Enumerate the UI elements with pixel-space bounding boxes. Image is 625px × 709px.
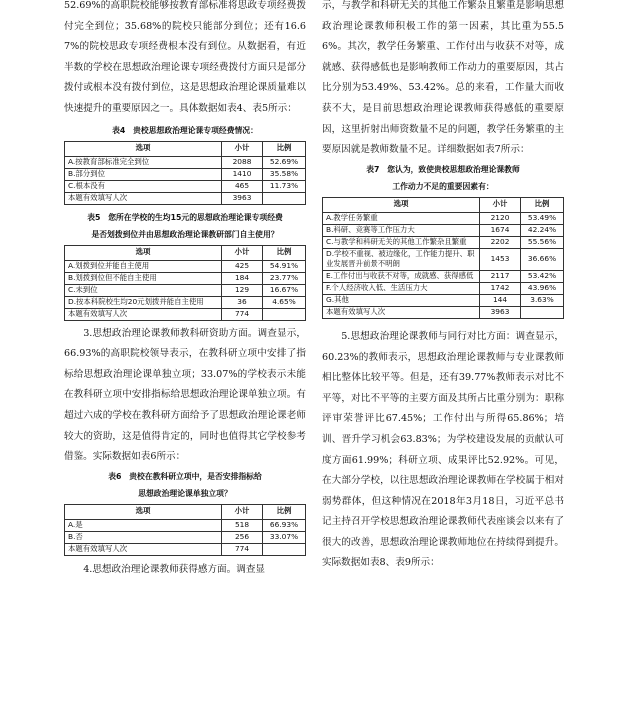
table-cell: G.其他 [323,294,480,306]
table-cell: C.未到位 [65,284,222,296]
table-cell: 425 [222,260,263,272]
left-column [64,0,306,580]
table-cell [263,308,306,320]
table-row [65,543,306,555]
table-row [323,212,564,224]
table6-header-ratio: 比例 [263,504,306,519]
table-cell: 35.58% [263,168,306,180]
table-cell: 52.69% [263,156,306,168]
table4-header-count: 小计 [222,141,263,156]
table5 [64,245,306,321]
table7-header-ratio: 比例 [521,197,564,212]
table4-header-option: 选项 [65,141,222,156]
table-cell: 36.66% [521,248,564,270]
table-row [65,308,306,320]
table-row [65,180,306,192]
table-row [323,282,564,294]
table-cell: 3.63% [521,294,564,306]
table5-caption-line2: 是否划拨到位并由思想政治理论课教研部门自主使用？ [91,229,279,239]
table-cell: E.工作付出与收获不对等，成就感、获得感低 [323,270,480,282]
paragraph-work-motivation: 示，与教学和科研无关的其他工作繁杂且繁重是影响思想政治理论课教师积极工作的第一因素，其比重为55.56%。其次，教学任务繁重、工作付出与收获不对等，成就感、获得感低也是影响教师工作动力的重要原因，其占比分别为53.49%、53.42%。总的来看，工作量大而收获不大，是目前思想政治理论课教师获得感低的重要原因，这里折射出师资数量不足的问题，教学任务繁重的主要原因就是教师数量不足。详细数据如表7所示： [322,0,564,156]
table-cell: 256 [222,531,263,543]
table-cell: D.按本科院校生均20元划拨并能自主使用 [65,296,222,308]
table-row [65,519,306,531]
table5-header-count: 小计 [222,245,263,260]
table-cell: 774 [222,308,263,320]
table-row [65,296,306,308]
table-row [323,236,564,248]
table-row [65,156,306,168]
table-cell: A.是 [65,519,222,531]
table-cell: 36 [222,296,263,308]
table-cell: 1453 [480,248,521,270]
table-cell: B.否 [65,531,222,543]
table-cell: 2202 [480,236,521,248]
table-cell: 4.65% [263,296,306,308]
table4-header-ratio: 比例 [263,141,306,156]
table-cell: 本题有效填写人次 [65,192,222,204]
table-cell: 1674 [480,224,521,236]
table-cell: 本题有效填写人次 [65,543,222,555]
table-row [65,192,306,204]
paragraph-sense-of-gain: 4.思想政治理论课教师获得感方面。调查显 [83,563,266,575]
table-cell: 33.07% [263,531,306,543]
table5-caption-line1: 表5 您所在学校的生均15元的思想政治理论课专项经费 [87,212,283,222]
table-cell: B.科研、竞赛等工作压力大 [323,224,480,236]
table-cell: 本题有效填写人次 [65,308,222,320]
table-cell: A.教学任务繁重 [323,212,480,224]
table-cell: 53.49% [521,212,564,224]
table-cell: D.学校不重视、被边缘化，工作能力提升、职业发展晋升前景不明朗 [323,248,480,270]
table-cell: 1742 [480,282,521,294]
table-cell: 11.73% [263,180,306,192]
paragraph-peer-comparison: 5.思想政治理论课教师与同行对比方面：调查显示，60.23%的教师表示，思想政治理论课教师与专业课教师相比整体比较平等。但是，还有39.77%教师表示对比不平等，对比不平等的主要方面及其所占比重分别为：职称评审荣誉评比67.45%；工作付出与所得65.86%；培训、晋升学习机会63.83%；为学校建设发展的贡献认可度方面61.99%；科研立项、成果评比52.92%。可见，在大部分学校，以往思想政治理论课教师在学校属于相对弱势群体，但这种情况在2018年3月18日，习近平总书记主持召开学校思想政治理论课教师代表座谈会以来有了很大的改善，思想政治理论课教师地位在持续得到提升。实际数据如表8、表9所示： [322,330,564,569]
table-row [323,294,564,306]
right-column [322,0,564,574]
table-cell: 129 [222,284,263,296]
table-row [65,272,306,284]
table6-header-option: 选项 [65,504,222,519]
table-cell: F.个人经济收入低、生活压力大 [323,282,480,294]
table7-header-option: 选项 [323,197,480,212]
table-cell [263,192,306,204]
table-cell: 16.67% [263,284,306,296]
table-cell: 3963 [222,192,263,204]
table6-caption-line2: 思想政治理论课单独立项？ [138,488,232,498]
table7 [322,197,564,319]
table-cell: 本题有效填写人次 [323,306,480,318]
table-cell: B.划拨到位但不能自主使用 [65,272,222,284]
paragraph-funding: 52.69%的高职院校能够按教育部标准将思政专项经费拨付完全到位；35.68%的院校只能部分到位；还有16.67%的院校思政专项经费根本没有到位。从数据看，有近半数的学校在思想政治理论课专项经费拨付方面只是部分拨付或根本没有拨付到位，这是思想政治理论课质量难以快速提升的重要原因之一。具体数据如表4、表5所示： [64,0,306,114]
table-cell: 43.96% [521,282,564,294]
table-row [65,168,306,180]
table6-header-count: 小计 [222,504,263,519]
table-cell: 3963 [480,306,521,318]
table-cell [263,543,306,555]
table-cell: 184 [222,272,263,284]
table4 [64,141,306,205]
table-cell: A.划拨到位并能自主使用 [65,260,222,272]
table6-caption-line1: 表6 贵校在教科研立项中，是否安排指标给 [108,471,262,481]
table-cell: C.与教学和科研无关的其他工作繁杂且繁重 [323,236,480,248]
table-cell: 2117 [480,270,521,282]
table7-header-count: 小计 [480,197,521,212]
table6 [64,504,306,556]
table-cell: 2120 [480,212,521,224]
table7-caption-line2: 工作动力不足的重要因素有： [392,181,494,191]
table-cell: 2088 [222,156,263,168]
table-cell: 465 [222,180,263,192]
table-cell: B.部分到位 [65,168,222,180]
table5-header-ratio: 比例 [263,245,306,260]
table7-caption-line1: 表7 您认为，致使贵校思想政治理论课教师 [366,164,520,174]
table-cell: 23.77% [263,272,306,284]
table-row [65,531,306,543]
table-cell: C.根本没有 [65,180,222,192]
table-cell: 774 [222,543,263,555]
table-cell: 518 [222,519,263,531]
table-cell [521,306,564,318]
table-cell: 1410 [222,168,263,180]
table-row [65,260,306,272]
table5-header-option: 选项 [65,245,222,260]
table4-caption: 表4 贵校思想政治理论课专项经费情况： [112,125,258,135]
paragraph-research-funding: 3.思想政治理论课教师教科研资助方面。调查显示，66.93%的高职院校领导表示，在教科研立项中安排了指标给思想政治理论课单独立项；33.07%的学校表示未能在教科研立项中安排指标给思想政治理论课单独立项。有超过六成的学校在教科研方面给予了思想政治理论课老师较大的资助，这是值得肯定的，同时也值得其它学校参考借鉴。实际数据如表6所示： [64,327,306,463]
table-cell: 66.93% [263,519,306,531]
table-cell: 42.24% [521,224,564,236]
table-cell: 144 [480,294,521,306]
table-row [65,284,306,296]
table-row [323,224,564,236]
table-row [323,306,564,318]
table-cell: 55.56% [521,236,564,248]
table-row [323,248,564,270]
table-cell: 54.91% [263,260,306,272]
table-cell: 53.42% [521,270,564,282]
table-cell: A.按教育部标准完全到位 [65,156,222,168]
table-row [323,270,564,282]
